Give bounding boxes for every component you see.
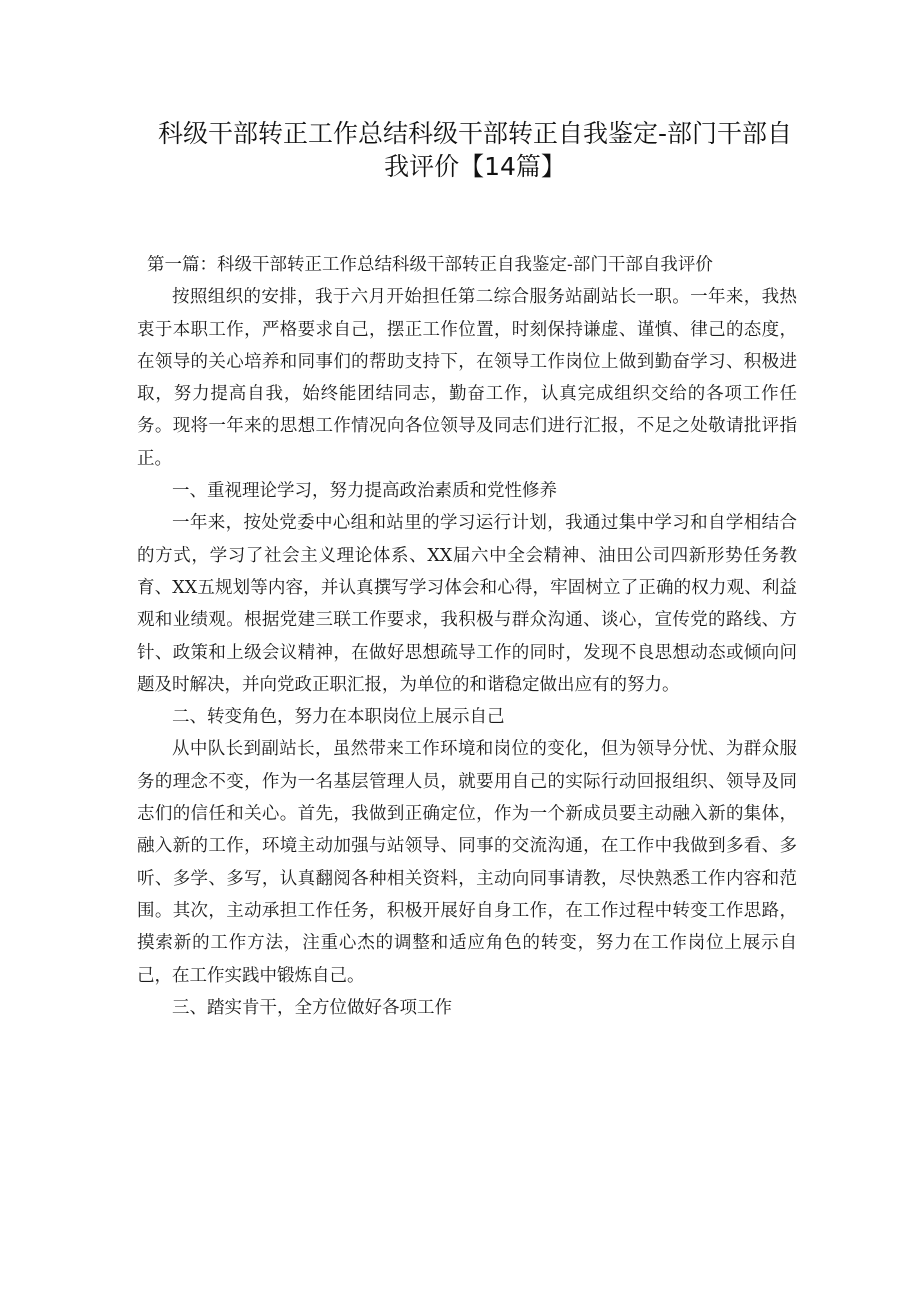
- section-heading-3: 三、踏实肯干，全方位做好各项工作: [172, 997, 452, 1018]
- document-title: 科级干部转正工作总结科级干部转正自我鉴定-部门干部自我评价【14篇】: [157, 119, 793, 181]
- section-heading-1: 一、重视理论学习，努力提高政治素质和党性修养: [172, 481, 557, 502]
- part-heading: 第一篇：科级干部转正工作总结科级干部转正自我鉴定-部门干部自我评价: [147, 255, 713, 275]
- section-heading-2: 二、转变角色，努力在本职岗位上展示自己: [172, 707, 505, 728]
- paragraph-intro: 按照组织的安排，我于六月开始担任第二综合服务站副站长一职。一年来，我热衷于本职工作，严格要求自己，摆正工作位置，时刻保持谦虚、谨慎、律己的态度，在领导的关心培养和同事们的帮助支持下，在领导工作岗位上做到勤奋学习、积极进取，努力提高自我，始终能团结同志，勤奋工作，认真完成组织交给的各项工作任务。现将一年来的思想工作情况向各位领导及同志们进行汇报，不足之处敬请批评指正。: [137, 287, 797, 469]
- paragraph-section-1: 一年来，按处党委中心组和站里的学习运行计划，我通过集中学习和自学相结合的方式，学习了社会主义理论体系、XX届六中全会精神、油田公司四新形势任务教育、XX五规划等内容，并认真撰写学习体会和心得，牢固树立了正确的权力观、利益观和业绩观。根据党建三联工作要求，我积极与群众沟通、谈心，宣传党的路线、方针、政策和上级会议精神，在做好思想疏导工作的同时，发现不良思想动态或倾向问题及时解决，并向党政正职汇报，为单位的和谐稳定做出应有的努力。: [137, 513, 797, 695]
- paragraph-section-2: 从中队长到副站长，虽然带来工作环境和岗位的变化，但为领导分忧、为群众服务的理念不变，作为一名基层管理人员，就要用自己的实际行动回报组织、领导及同志们的信任和关心。首先，我做到正确定位，作为一个新成员要主动融入新的集体，融入新的工作，环境主动加强与站领导、同事的交流沟通，在工作中我做到多看、多听、多学、多写，认真翻阅各种相关资料，主动向同事请教，尽快熟悉工作内容和范围。其次，主动承担工作任务，积极开展好自身工作，在工作过程中转变工作思路，摸索新的工作方法，注重心杰的调整和适应角色的转变，努力在工作岗位上展示自己，在工作实践中锻炼自己。: [137, 739, 797, 986]
- document-body: [137, 249, 797, 1024]
